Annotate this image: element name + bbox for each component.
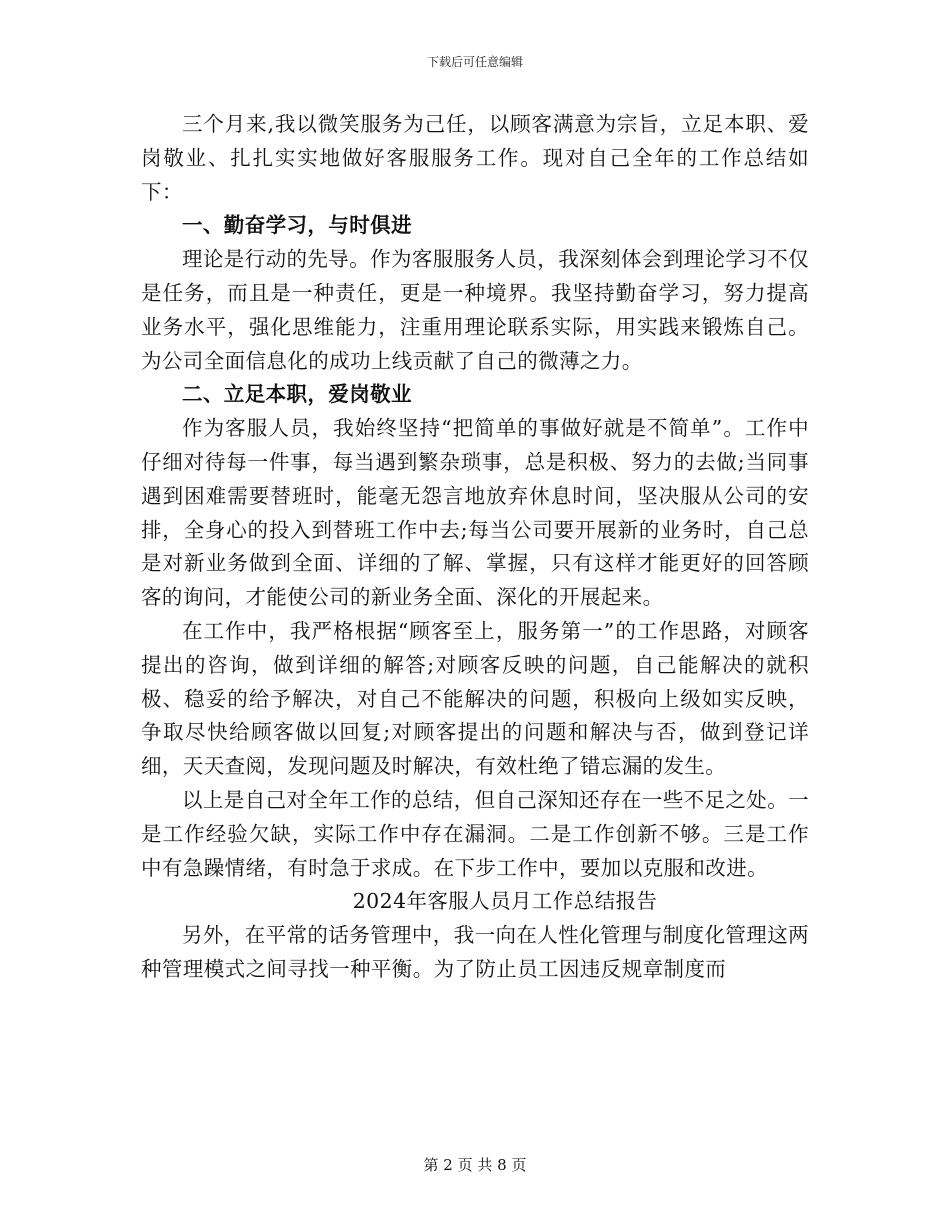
paragraph-shortcomings: 以上是自己对全年工作的总结，但自己深知还存在一些不足之处。一是工作经验欠缺，实际工作中存在漏洞。二是工作创新不够。三是工作中有急躁情绪，有时急于求成。在下步工作中，要加以克服和改进。	[141, 787, 809, 880]
paragraph-intro: 三个月来,我以微笑服务为己任，以顾客满意为宗旨，立足本职、爱岗敬业、扎扎实实地做好客服服务工作。现对自己全年的工作总结如下：	[141, 112, 809, 204]
section-heading-study: 一、勤奋学习，与时俱进	[182, 213, 412, 238]
document-body	[141, 108, 809, 987]
section-heading-duty: 二、立足本职，爱岗敬业	[182, 382, 412, 407]
paragraph-study: 理论是行动的先导。作为客服服务人员，我深刻体会到理论学习不仅是任务，而且是一种责任，更是一种境界。我坚持勤奋学习，努力提高业务水平，强化思维能力，注重用理论联系实际，用实践来锻炼自己。为公司全面信息化的成功上线贡献了自己的微薄之力。	[141, 247, 809, 373]
page-header: 下载后可任意编辑	[426, 55, 523, 69]
report-title: 2024年客服人员月工作总结报告	[352, 889, 658, 914]
paragraph-duty: 作为客服人员，我始终坚持“把简单的事做好就是不简单”。工作中仔细对待每一件事，每当遇到繁杂琐事，总是积极、努力的去做;当同事遇到困难需要替班时，能毫无怨言地放弃休息时间，坚决服从公司的安排，全身心的投入到替班工作中去;每当公司要开展新的业务时，自己总是对新业务做到全面、详细的了解、掌握，只有这样才能更好的回答顾客的询问，才能使公司的新业务全面、深化的开展起来。	[141, 416, 809, 610]
paragraph-management: 另外，在平常的话务管理中，我一向在人性化管理与制度化管理这两种管理模式之间寻找一种平衡。为了防止员工因违反规章制度而	[141, 923, 809, 981]
page-footer: 第 2 页 共 8 页	[423, 1156, 527, 1174]
paragraph-customer-service: 在工作中，我严格根据“顾客至上，服务第一”的工作思路，对顾客提出的咨询，做到详细的解答;对顾客反映的问题，自己能解决的就积极、稳妥的给予解决，对自己不能解决的问题，积极向上级如实反映，争取尽快给顾客做以回复;对顾客提出的问题和解决与否，做到登记详细，天天查阅，发现问题及时解决，有效杜绝了错忘漏的发生。	[141, 618, 809, 779]
